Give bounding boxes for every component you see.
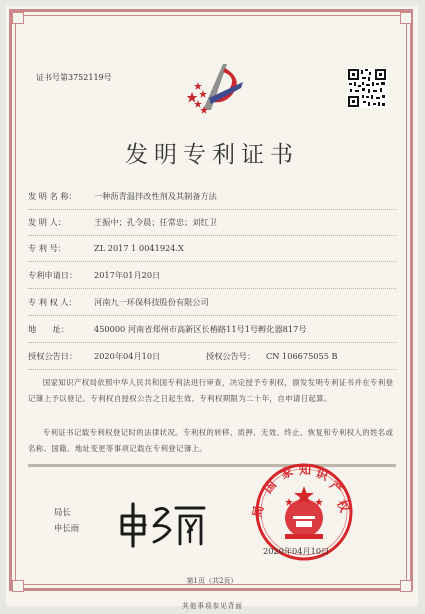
svg-text:识: 识 [313, 465, 331, 484]
field-value: 2017年01月20日 [94, 270, 161, 280]
field-grant-number [206, 351, 338, 362]
certificate-number: 证书号第3752119号 [36, 73, 112, 82]
field-value: 一种沥青温拌改性剂及其制备方法 [94, 191, 217, 201]
page-number: 第1页（共2页） [186, 577, 238, 585]
corner-ornament [12, 12, 24, 24]
cnipa-logo-icon [183, 58, 251, 120]
field-label: 专 利 号： [28, 243, 66, 253]
field-label: 地 址： [28, 324, 69, 334]
field-label: 专利申请日： [28, 270, 78, 280]
field-value: 河南九一环保科技股份有限公司 [94, 297, 209, 307]
field-value: 450000 河南省郑州市高新区长椿路11号1号孵化器817号 [94, 324, 307, 334]
field-value: ZL 2017 1 0041924.X [94, 243, 184, 253]
field-label: 专 利 权 人： [28, 297, 77, 307]
signature-image [114, 496, 209, 551]
divider [28, 288, 396, 289]
field-label: 发 明 名 称： [28, 191, 77, 201]
qr-code-icon [347, 68, 387, 108]
reverse-side-note: 其他事项参见背面 [182, 602, 243, 610]
signatory-name: 申长雨 [54, 523, 80, 533]
field-patentee [28, 297, 209, 308]
svg-text:权: 权 [334, 497, 352, 515]
field-application-date [28, 270, 160, 281]
field-patent-number [28, 243, 184, 254]
field-inventors [28, 217, 217, 228]
certificate-title: 发明专利证书 [125, 142, 299, 168]
signatory-title: 局长 [54, 507, 71, 517]
svg-text:局: 局 [250, 504, 267, 519]
svg-text:国: 国 [260, 477, 280, 496]
certificate-page [6, 6, 418, 606]
divider [28, 261, 396, 262]
legal-status-note: 专利证书记载专利权登记时的法律状况。专利权的转移、质押、无效、终止、恢复和专利权人的姓名或名称、国籍、地址变更等事项记载在专利登记簿上。 [28, 428, 394, 453]
corner-ornament [400, 12, 412, 24]
grant-statement: 国家知识产权局依照中华人民共和国专利法进行审查，决定授予专利权，颁发发明专利证书并在专利登记簿上予以登记。专利权自授权公告之日起生效。专利权期限为二十年，自申请日起算。 [28, 378, 394, 403]
svg-text:家: 家 [278, 463, 296, 482]
field-value: CN 106675055 B [266, 351, 338, 361]
divider [28, 342, 396, 343]
field-value: 2020年04月10日 [94, 351, 161, 361]
field-label: 授权公告号： [206, 351, 256, 361]
svg-text:产: 产 [326, 478, 346, 497]
divider [28, 209, 396, 210]
field-label: 授权公告日： [28, 351, 78, 361]
seal-date: 2020年04月10日 [263, 546, 330, 556]
divider [28, 315, 396, 316]
divider [28, 235, 396, 236]
svg-text:知: 知 [299, 463, 312, 477]
field-grant-date [28, 351, 160, 362]
field-label: 发 明 人： [28, 217, 66, 227]
field-value: 王振中；孔令晨；任常忠；刘红卫 [94, 217, 217, 227]
divider [28, 369, 396, 370]
field-address [28, 324, 307, 335]
field-invention-name [28, 191, 217, 202]
